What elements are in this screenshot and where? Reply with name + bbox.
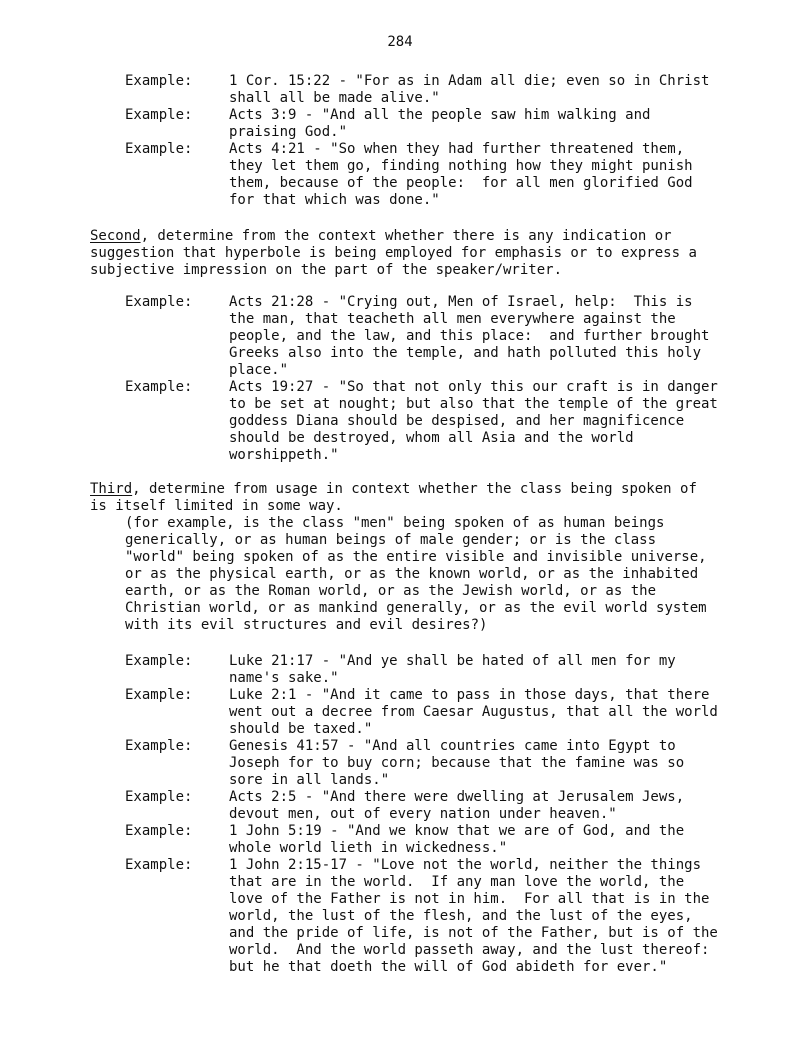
- example-label: Example:: [125, 823, 193, 839]
- line: Acts 2:5 - "And there were dwelling at Jerusalem Jews,: [229, 789, 685, 805]
- third-paragraph: [90, 481, 770, 515]
- line: 1 John 2:15-17 - "Love not the world, neither the things: [229, 857, 702, 873]
- line: Acts 4:21 - "So when they had further threatened them,: [229, 141, 685, 157]
- line: generically, or as human beings of male gender; or is the class: [125, 532, 657, 548]
- line: "world" being spoken of as the entire visible and invisible universe,: [125, 549, 707, 565]
- line: sore in all lands.": [229, 772, 390, 788]
- example-text: [229, 107, 754, 141]
- line: Luke 21:17 - "And ye shall be hated of all men for my: [229, 653, 676, 669]
- line: for that which was done.": [229, 192, 440, 208]
- line: suggestion that hyperbole is being employed for emphasis or to express a: [90, 245, 697, 261]
- second-paragraph: [90, 228, 770, 279]
- line: Acts 3:9 - "And all the people saw him walking and: [229, 107, 651, 123]
- line: subjective impression on the part of the speaker/writer.: [90, 262, 563, 278]
- example-text: [229, 653, 754, 687]
- line: earth, or as the Roman world, or as the Jewish world, or as the: [125, 583, 657, 599]
- line: place.": [229, 362, 289, 378]
- page-number: 284: [387, 34, 413, 50]
- example-text: [229, 823, 754, 857]
- example-label: Example:: [125, 857, 193, 873]
- example-text: [229, 141, 754, 209]
- line: name's sake.": [229, 670, 339, 686]
- line: devout men, out of every nation under heaven.": [229, 806, 617, 822]
- line: the man, that teacheth all men everywhere against the: [229, 311, 676, 327]
- third-note: [125, 515, 785, 634]
- line: love of the Father is not in him. For all that is in the: [229, 891, 710, 907]
- line: Acts 19:27 - "So that not only this our craft is in danger: [229, 379, 718, 395]
- line: Greeks also into the temple, and hath polluted this holy: [229, 345, 702, 361]
- line: goddess Diana should be despised, and her magnificence: [229, 413, 685, 429]
- line: they let them go, finding nothing how they might punish: [229, 158, 693, 174]
- example-text: [229, 294, 754, 379]
- example-text: [229, 379, 754, 464]
- line: Acts 21:28 - "Crying out, Men of Israel, help: This is: [229, 294, 693, 310]
- line: to be set at nought; but also that the temple of the great: [229, 396, 718, 412]
- line: , determine from usage in context whether the class being spoken of: [132, 481, 697, 497]
- line: but he that doeth the will of God abideth for ever.": [229, 959, 668, 975]
- example-text: [229, 687, 754, 738]
- line: with its evil structures and evil desires?): [125, 617, 488, 633]
- example-label: Example:: [125, 294, 193, 310]
- line: shall all be made alive.": [229, 90, 440, 106]
- line: people, and the law, and this place: and further brought: [229, 328, 710, 344]
- example-text: [229, 73, 754, 107]
- line: world, the lust of the flesh, and the lust of the eyes,: [229, 908, 693, 924]
- example-label: Example:: [125, 141, 193, 157]
- line: should be taxed.": [229, 721, 373, 737]
- example-label: Example:: [125, 789, 193, 805]
- line: Genesis 41:57 - "And all countries came into Egypt to: [229, 738, 676, 754]
- line: Luke 2:1 - "And it came to pass in those days, that there: [229, 687, 710, 703]
- example-label: Example:: [125, 379, 193, 395]
- line: should be destroyed, whom all Asia and the world: [229, 430, 634, 446]
- line: went out a decree from Caesar Augustus, that all the world: [229, 704, 718, 720]
- example-label: Example:: [125, 687, 193, 703]
- line: or as the physical earth, or as the known world, or as the inhabited: [125, 566, 699, 582]
- line: Christian world, or as mankind generally, or as the evil world system: [125, 600, 707, 616]
- example-label: Example:: [125, 73, 193, 89]
- line: , determine from the context whether there is any indication or: [140, 228, 672, 244]
- line: whole world lieth in wickedness.": [229, 840, 508, 856]
- line: that are in the world. If any man love the world, the: [229, 874, 685, 890]
- line: worshippeth.": [229, 447, 339, 463]
- line: 1 John 5:19 - "And we know that we are of God, and the: [229, 823, 685, 839]
- line: them, because of the people: for all men glorified God: [229, 175, 693, 191]
- third-heading: Third: [90, 481, 133, 497]
- line: is itself limited in some way.: [90, 498, 343, 514]
- line: Joseph for to buy corn; because that the famine was so: [229, 755, 685, 771]
- line: world. And the world passeth away, and the lust thereof:: [229, 942, 710, 958]
- example-text: [229, 738, 754, 789]
- example-text: [229, 857, 754, 976]
- example-label: Example:: [125, 107, 193, 123]
- line: 1 Cor. 15:22 - "For as in Adam all die; even so in Christ: [229, 73, 710, 89]
- second-heading: Second: [90, 228, 141, 244]
- example-text: [229, 789, 754, 823]
- line: and the pride of life, is not of the Father, but is of the: [229, 925, 718, 941]
- example-label: Example:: [125, 738, 193, 754]
- line: praising God.": [229, 124, 348, 140]
- example-label: Example:: [125, 653, 193, 669]
- line: (for example, is the class "men" being spoken of as human beings: [125, 515, 665, 531]
